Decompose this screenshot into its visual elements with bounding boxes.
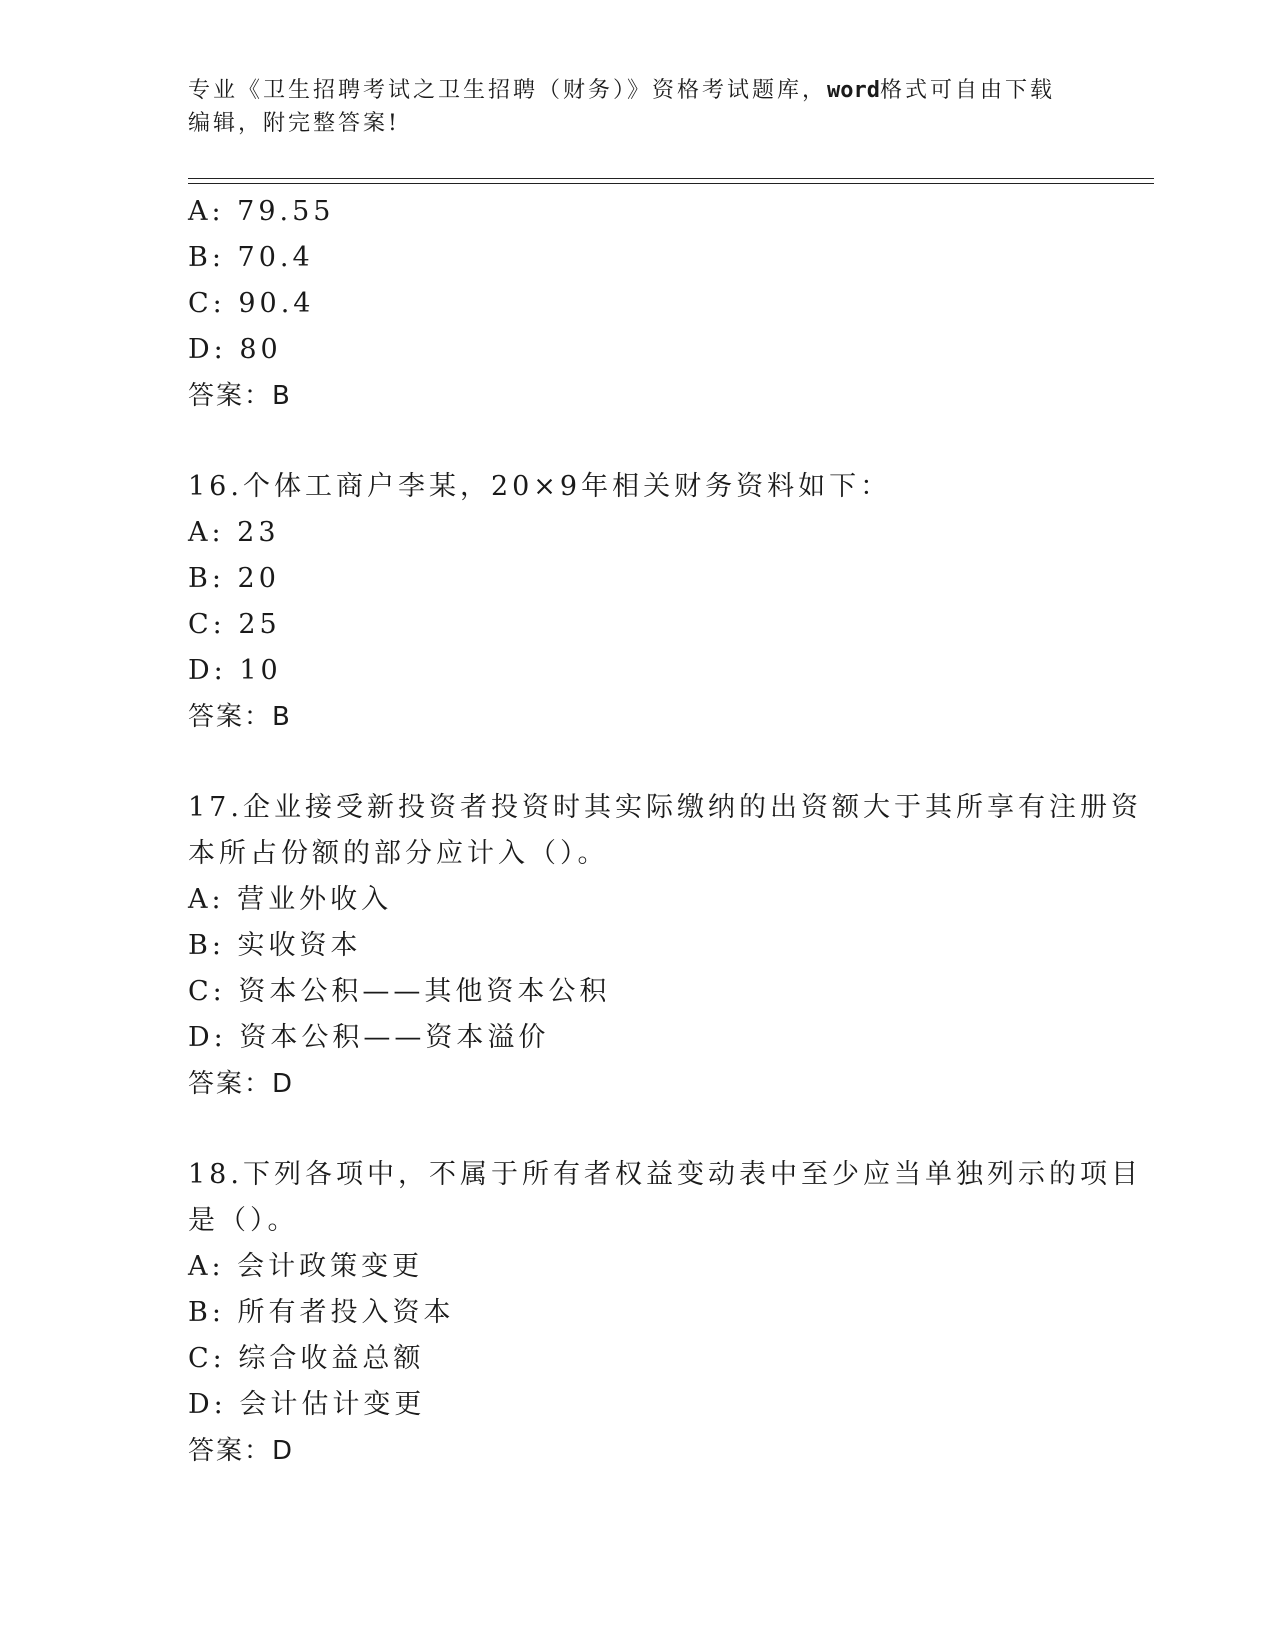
- answer-line: 答案：D: [188, 1069, 295, 1099]
- option-a: A: 会计政策变更: [188, 1251, 424, 1282]
- question-18: [188, 1152, 1142, 1474]
- option-d: D: 10: [188, 655, 282, 686]
- option-a: A: 79.55: [188, 196, 335, 227]
- option-c: C: 90.4: [188, 288, 315, 319]
- question-spacer: [188, 1107, 1088, 1152]
- question-stem-line-1: 18.下列各项中，不属于所有者权益变动表中至少应当单独列示的项目: [188, 1159, 1142, 1190]
- question-16: [188, 464, 1088, 740]
- header-word: word: [827, 78, 880, 103]
- question-spacer: [188, 740, 1088, 785]
- option-c: C: 综合收益总额: [188, 1343, 425, 1374]
- answer-line: 答案：B: [188, 702, 292, 732]
- option-b: B: 所有者投入资本: [188, 1297, 455, 1328]
- option-b: B: 70.4: [188, 242, 314, 273]
- option-b: B: 20: [188, 563, 280, 594]
- option-d: D: 资本公积——资本溢价: [188, 1022, 550, 1053]
- document-header: [188, 74, 1078, 140]
- header-line-1: [188, 74, 1078, 107]
- option-d: D: 会计估计变更: [188, 1389, 426, 1420]
- header-text-before: 专业《卫生招聘考试之卫生招聘（财务）》资格考试题库，: [188, 78, 828, 103]
- option-d: D: 80: [188, 334, 282, 365]
- option-c: C: 25: [188, 609, 281, 640]
- question-list: [188, 189, 1142, 1474]
- header-divider-top: [188, 178, 1154, 179]
- answer-line: 答案：D: [188, 1436, 295, 1466]
- question-stem-line-1: 17.企业接受新投资者投资时其实际缴纳的出资额大于其所享有注册资: [188, 792, 1142, 823]
- header-line-2: 编辑，附完整答案!: [188, 111, 400, 136]
- question-stem: 16.个体工商户李某，20×9年相关财务资料如下：: [188, 471, 892, 502]
- header-text-after: 格式可自由下载: [880, 78, 1056, 103]
- option-a: A: 营业外收入: [188, 884, 393, 915]
- option-a: A: 23: [188, 517, 280, 548]
- option-c: C: 资本公积——其他资本公积: [188, 976, 611, 1007]
- question-spacer: [188, 419, 1088, 464]
- question-15: [188, 189, 1088, 419]
- header-divider-bottom: [188, 183, 1154, 184]
- answer-line: 答案：B: [188, 381, 292, 411]
- option-b: B: 实收资本: [188, 930, 362, 961]
- question-stem-line-2: 本所占份额的部分应计入（）。: [188, 838, 609, 869]
- question-17: [188, 785, 1142, 1107]
- question-stem-line-2: 是（）。: [188, 1205, 299, 1236]
